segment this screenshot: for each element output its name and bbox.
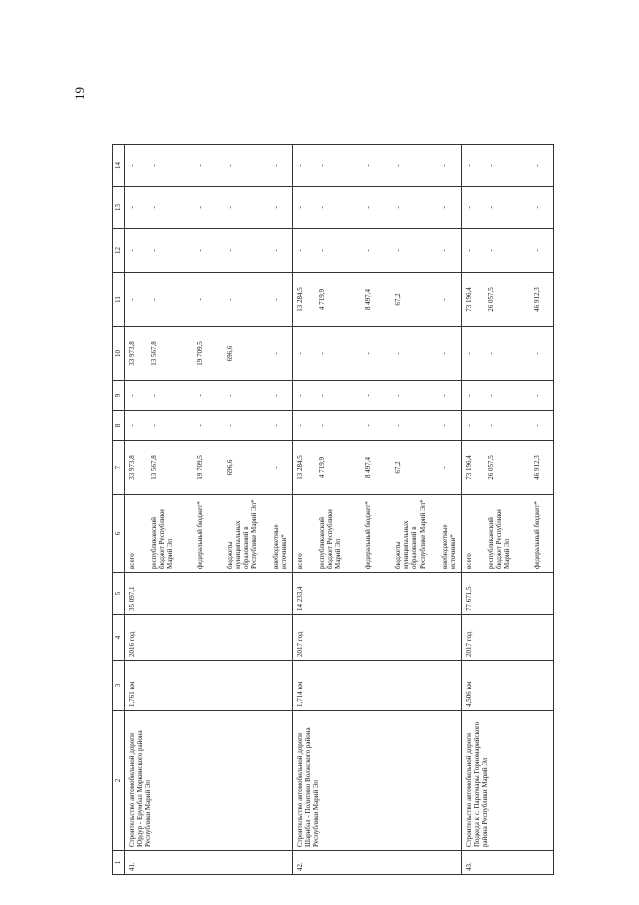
- funding-value: -: [226, 164, 235, 167]
- value-column-10: [125, 327, 293, 381]
- funding-value: -: [196, 298, 205, 301]
- funding-value: -: [318, 206, 327, 209]
- funding-value: -: [318, 394, 327, 397]
- funding-value: -: [150, 249, 159, 252]
- funding-value: -: [272, 352, 281, 355]
- funding-value: -: [464, 424, 473, 427]
- funding-value: 696,6: [226, 345, 235, 362]
- funding-source-label: федеральный бюджет*: [532, 501, 541, 569]
- funding-value: -: [394, 352, 403, 355]
- funding-value: 73 196,4: [464, 455, 473, 480]
- funding-value: -: [128, 206, 136, 209]
- funding-value: 26 057,5: [486, 287, 495, 312]
- funding-value: -: [296, 249, 305, 252]
- value-column-8: [125, 411, 293, 441]
- column-number-9: 9: [113, 381, 125, 411]
- program-table: [112, 144, 554, 875]
- funding-value: 67,2: [394, 461, 403, 474]
- funding-value: 19 709,5: [196, 455, 205, 480]
- row-number: 43.: [461, 851, 553, 875]
- funding-value: -: [486, 394, 495, 397]
- funding-value: 33 973,8: [128, 455, 136, 480]
- value-column-9: [125, 381, 293, 411]
- column-number-12: 12: [113, 229, 125, 273]
- table-row: [293, 145, 461, 875]
- funding-value: -: [364, 164, 373, 167]
- value-column-14: [461, 145, 553, 187]
- funding-value: -: [532, 164, 541, 167]
- funding-value: -: [296, 352, 305, 355]
- funding-value: -: [440, 249, 449, 252]
- funding-value: 13 284,5: [296, 287, 305, 312]
- value-column-7: [125, 441, 293, 495]
- funding-value: -: [364, 206, 373, 209]
- funding-value: -: [128, 249, 136, 252]
- funding-value: -: [196, 164, 205, 167]
- table-row: [125, 145, 293, 875]
- value-column-9: [461, 381, 553, 411]
- funding-value: -: [486, 249, 495, 252]
- funding-value: -: [318, 424, 327, 427]
- funding-source-label: всего: [464, 553, 473, 569]
- funding-value: -: [464, 249, 473, 252]
- funding-value: -: [226, 249, 235, 252]
- funding-value: -: [364, 249, 373, 252]
- value-column-10: [293, 327, 461, 381]
- table-row: [461, 145, 553, 875]
- row-number: 41.: [125, 851, 293, 875]
- column-number-10: 10: [113, 327, 125, 381]
- funding-value: 19 709,5: [196, 341, 205, 366]
- value-column-12: [461, 229, 553, 273]
- funding-source-label: республиканский бюджет Республики Марий Эл: [318, 509, 343, 569]
- funding-value: -: [532, 424, 541, 427]
- funding-value: -: [486, 164, 495, 167]
- funding-value: -: [296, 394, 305, 397]
- value-column-7: [461, 441, 553, 495]
- value-column-13: [461, 187, 553, 229]
- column-number-row: [113, 145, 125, 875]
- column-number-11: 11: [113, 273, 125, 327]
- value-column-11: [293, 273, 461, 327]
- value-column-14: [125, 145, 293, 187]
- funding-value: -: [272, 164, 281, 167]
- column-number-14: 14: [113, 145, 125, 187]
- funding-value: -: [296, 424, 305, 427]
- funding-value: 4 719,9: [318, 289, 327, 310]
- funding-source-label: внебюджетные источники*: [440, 524, 457, 569]
- funding-value: 8 497,4: [364, 457, 373, 478]
- funding-value: -: [296, 206, 305, 209]
- funding-value: -: [196, 249, 205, 252]
- value-column-7: [293, 441, 461, 495]
- value-column-13: [125, 187, 293, 229]
- funding-value: -: [272, 394, 281, 397]
- funding-value: 8 497,4: [364, 289, 373, 310]
- column-number-6: 6: [113, 495, 125, 573]
- value-column-8: [461, 411, 553, 441]
- funding-value: -: [318, 352, 327, 355]
- funding-value: 13 567,8: [150, 455, 159, 480]
- funding-source-cell: [293, 495, 461, 573]
- funding-value: -: [440, 298, 449, 301]
- page-number: 19: [72, 87, 87, 100]
- funding-value: -: [226, 206, 235, 209]
- funding-value: -: [394, 164, 403, 167]
- funding-value: -: [128, 164, 136, 167]
- funding-source-label: всего: [128, 553, 136, 569]
- funding-value: -: [196, 206, 205, 209]
- funding-value: 13 567,8: [150, 341, 159, 366]
- funding-value: -: [150, 298, 159, 301]
- column-number-3: 3: [113, 661, 125, 711]
- funding-value: -: [486, 424, 495, 427]
- funding-value: -: [150, 424, 159, 427]
- funding-value: -: [394, 424, 403, 427]
- column-number-4: 4: [113, 615, 125, 661]
- funding-value: -: [394, 394, 403, 397]
- funding-value: -: [440, 394, 449, 397]
- funding-value: -: [440, 206, 449, 209]
- funding-value: 4 719,9: [318, 457, 327, 478]
- funding-value: -: [364, 352, 373, 355]
- value-column-9: [293, 381, 461, 411]
- funding-value: -: [394, 206, 403, 209]
- funding-source-cell: [125, 495, 293, 573]
- value-column-8: [293, 411, 461, 441]
- funding-value: -: [272, 298, 281, 301]
- funding-value: -: [440, 164, 449, 167]
- object-name: Строительство автомобильной дороги Подкеда к с. Паратмары Горномарийского района Республики Марий Эл: [461, 711, 553, 851]
- funding-value: -: [532, 206, 541, 209]
- column-number-5: 5: [113, 573, 125, 615]
- funding-source-label: республиканский бюджет Республики Марий Эл: [150, 509, 175, 569]
- funding-value: -: [128, 394, 136, 397]
- funding-value: 46 912,3: [532, 287, 541, 312]
- column-number-1: 1: [113, 851, 125, 875]
- object-name: Строительство автомобильной дороги Юрдур - Ерумбал Моркинского района Республики Марий Эл: [125, 711, 293, 851]
- value-column-12: [125, 229, 293, 273]
- funding-value: 26 057,5: [486, 455, 495, 480]
- funding-value: -: [318, 249, 327, 252]
- road-length: 4,506 км: [461, 661, 553, 711]
- funding-value: -: [364, 424, 373, 427]
- funding-value: -: [394, 249, 403, 252]
- completion-year: 2017 год: [293, 615, 461, 661]
- funding-value: -: [196, 424, 205, 427]
- funding-value: -: [272, 424, 281, 427]
- funding-value: -: [464, 352, 473, 355]
- value-column-13: [293, 187, 461, 229]
- table-body: [125, 145, 554, 875]
- funding-value: -: [272, 206, 281, 209]
- funding-value: -: [440, 466, 449, 469]
- completion-year: 2017 год: [461, 615, 553, 661]
- funding-source-label: бюджеты муниципальных образований в Республике Марий Эл*: [226, 499, 259, 569]
- row-number: 42.: [293, 851, 461, 875]
- funding-source-label: федеральный бюджет*: [196, 501, 205, 569]
- funding-value: -: [196, 394, 205, 397]
- funding-value: 73 196,4: [464, 287, 473, 312]
- funding-value: -: [150, 394, 159, 397]
- road-length: 1,714 км: [293, 661, 461, 711]
- funding-value: -: [272, 249, 281, 252]
- funding-value: -: [150, 164, 159, 167]
- funding-value: -: [364, 394, 373, 397]
- estimated-cost: 14 233,4: [293, 573, 461, 615]
- funding-source-label: внебюджетные источники*: [272, 524, 289, 569]
- funding-value: -: [532, 249, 541, 252]
- funding-value: -: [464, 394, 473, 397]
- column-number-13: 13: [113, 187, 125, 229]
- funding-value: -: [296, 164, 305, 167]
- funding-value: -: [532, 394, 541, 397]
- funding-value: -: [486, 352, 495, 355]
- object-name: Строительство автомобильной дороги Шарибал - Политино Волжского района Республики Марий Эл: [293, 711, 461, 851]
- estimated-cost: 35 097,1: [125, 573, 293, 615]
- funding-value: -: [464, 206, 473, 209]
- value-column-11: [125, 273, 293, 327]
- road-length: 1,761 км: [125, 661, 293, 711]
- funding-value: -: [128, 424, 136, 427]
- funding-value: 13 284,5: [296, 455, 305, 480]
- funding-value: -: [226, 424, 235, 427]
- funding-source-label: федеральный бюджет*: [364, 501, 373, 569]
- value-column-11: [461, 273, 553, 327]
- funding-value: -: [486, 206, 495, 209]
- funding-value: -: [272, 466, 281, 469]
- estimated-cost: 77 671,5: [461, 573, 553, 615]
- column-number-8: 8: [113, 411, 125, 441]
- completion-year: 2016 год: [125, 615, 293, 661]
- funding-value: 33 973,8: [128, 341, 136, 366]
- funding-value: -: [128, 298, 136, 301]
- funding-value: -: [464, 164, 473, 167]
- funding-value: -: [226, 394, 235, 397]
- funding-value: -: [440, 352, 449, 355]
- funding-source-cell: [461, 495, 553, 573]
- funding-value: 696,6: [226, 459, 235, 476]
- column-number-7: 7: [113, 441, 125, 495]
- value-column-14: [293, 145, 461, 187]
- value-column-12: [293, 229, 461, 273]
- funding-value: 67,2: [394, 293, 403, 306]
- funding-value: -: [532, 352, 541, 355]
- funding-value: 46 912,3: [532, 455, 541, 480]
- funding-value: -: [150, 206, 159, 209]
- value-column-10: [461, 327, 553, 381]
- funding-value: -: [226, 298, 235, 301]
- funding-source-label: всего: [296, 553, 305, 569]
- funding-value: -: [318, 164, 327, 167]
- funding-value: -: [440, 424, 449, 427]
- funding-source-label: республиканский бюджет Республики Марий Эл: [486, 509, 511, 569]
- column-number-2: 2: [113, 711, 125, 851]
- funding-source-label: бюджеты муниципальных образований в Республике Марий Эл*: [394, 499, 427, 569]
